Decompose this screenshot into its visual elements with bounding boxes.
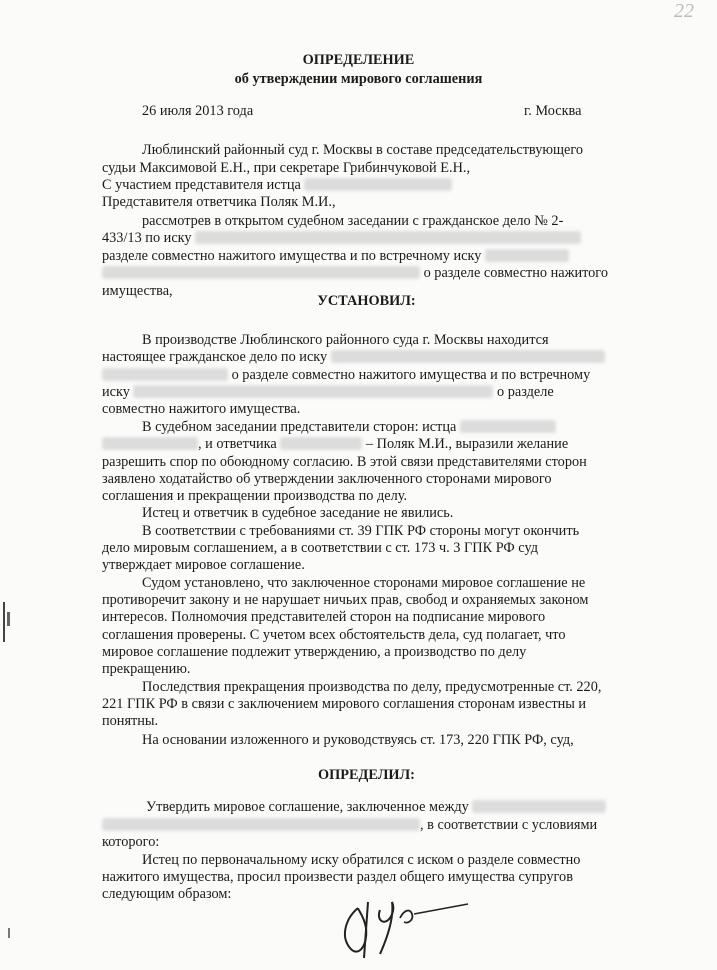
text-line: интересов. Полномочия представителей сторон на подписание мирового <box>102 609 546 625</box>
text-line: о разделе совместно нажитого имущества и по встречному <box>102 366 590 384</box>
redaction <box>195 231 581 244</box>
text-line: о разделе совместно нажитого <box>102 264 608 282</box>
document-city: г. Москва <box>524 103 582 119</box>
text-line: утверждает мировое соглашение. <box>102 557 305 573</box>
page-number: 22 <box>674 0 694 22</box>
document-title: ОПРЕДЕЛЕНИЕ <box>302 52 415 68</box>
redaction <box>102 818 420 831</box>
text-line: 221 ГПК РФ в связи с заключением мирового соглашения сторонам известны и <box>102 696 587 712</box>
text-line: На основании изложенного и руководствуясь ст. 173, 220 ГПК РФ, суд, <box>142 732 574 748</box>
redaction <box>460 420 556 433</box>
redaction <box>331 350 605 363</box>
text-line: противоречит закону и не нарушает ничьих прав, свобод и охраняемых законом <box>102 592 589 608</box>
text-line: настоящее гражданское дело по иску <box>102 348 605 366</box>
text-line: судьи Максимовой Е.Н., при секретаре Грибинчуковой Е.Н., <box>102 160 471 176</box>
text-line: разделе совместно нажитого имущества и по встречному иску <box>102 247 569 265</box>
text-line: нажитого имущества, просил произвести раздел общего имущества супругов <box>102 869 573 885</box>
text-line: соглашения проверены. С учетом всех обстоятельств дела, суд полагает, что <box>102 627 566 643</box>
text-line: заявлено ходатайство об утверждении заключенного сторонами мирового <box>102 471 552 487</box>
text-line: Истец и ответчик в судебное заседание не явились. <box>142 505 454 521</box>
text-line: мировое соглашение подлежит утверждению, а производство по делу <box>102 644 527 660</box>
text-line: С участием представителя истца <box>102 176 452 194</box>
redaction <box>102 368 228 381</box>
text-line: разрешить спор по обоюдному согласию. В этой связи представителями сторон <box>102 454 587 470</box>
text-line: , в соответствии с условиями <box>102 816 597 834</box>
text-line: Истец по первоначальному иску обратился с иском о разделе совместно <box>142 852 581 868</box>
text-line: дело мировым соглашением, а в соответствии с ст. 173 ч. 3 ГПК РФ суд <box>102 540 538 556</box>
redaction <box>472 800 606 813</box>
text-line: имущества, <box>102 283 173 299</box>
text-line: следующим образом: <box>102 886 232 902</box>
document-date: 26 июля 2013 года <box>142 103 254 119</box>
text-line: Представителя ответчика Поляк М.И., <box>102 194 336 210</box>
scan-edge-mark <box>7 612 10 626</box>
text-line: Судом установлено, что заключенное сторонами мировое соглашение не <box>142 575 586 591</box>
document-subtitle: об утверждении мирового соглашения <box>234 71 483 87</box>
section-heading-ustanovil: УСТАНОВИЛ: <box>317 293 416 309</box>
section-heading-opredelil: ОПРЕДЕЛИЛ: <box>318 767 415 783</box>
redaction <box>280 437 362 450</box>
text-line: прекращению. <box>102 661 191 677</box>
text-line: В производстве Люблинского районного суда г. Москвы находится <box>142 332 549 348</box>
scan-edge-mark <box>3 602 5 642</box>
redaction <box>102 437 198 450</box>
redaction <box>102 266 420 279</box>
text-line: В соответствии с требованиями ст. 39 ГПК РФ стороны могут окончить <box>142 523 580 539</box>
text-line: рассмотрев в открытом судебном заседании с гражданское дело № 2- <box>142 213 564 229</box>
text-line: которого: <box>102 834 160 850</box>
signature-icon <box>328 888 478 968</box>
redaction <box>304 178 452 191</box>
text-line: Утвердить мировое соглашение, заключенное между <box>146 798 606 816</box>
text-line: соглашения и прекращении производства по делу. <box>102 488 408 504</box>
redaction <box>133 385 493 398</box>
text-line: иску о разделе <box>102 384 554 400</box>
text-line: Последствия прекращения производства по делу, предусмотренные ст. 220, <box>142 679 602 695</box>
text-line: В судебном заседании представители сторон: истца <box>142 418 556 436</box>
text-line: , и ответчика – Поляк М.И., выразили желание <box>102 435 568 453</box>
text-line: совместно нажитого имущества. <box>102 401 301 417</box>
text-line: понятны. <box>102 713 159 729</box>
scan-edge-mark <box>8 928 10 938</box>
redaction <box>485 249 569 262</box>
text-line: 433/13 по иску <box>102 229 581 247</box>
text-line: Люблинский районный суд г. Москвы в составе председательствующего <box>142 142 584 158</box>
